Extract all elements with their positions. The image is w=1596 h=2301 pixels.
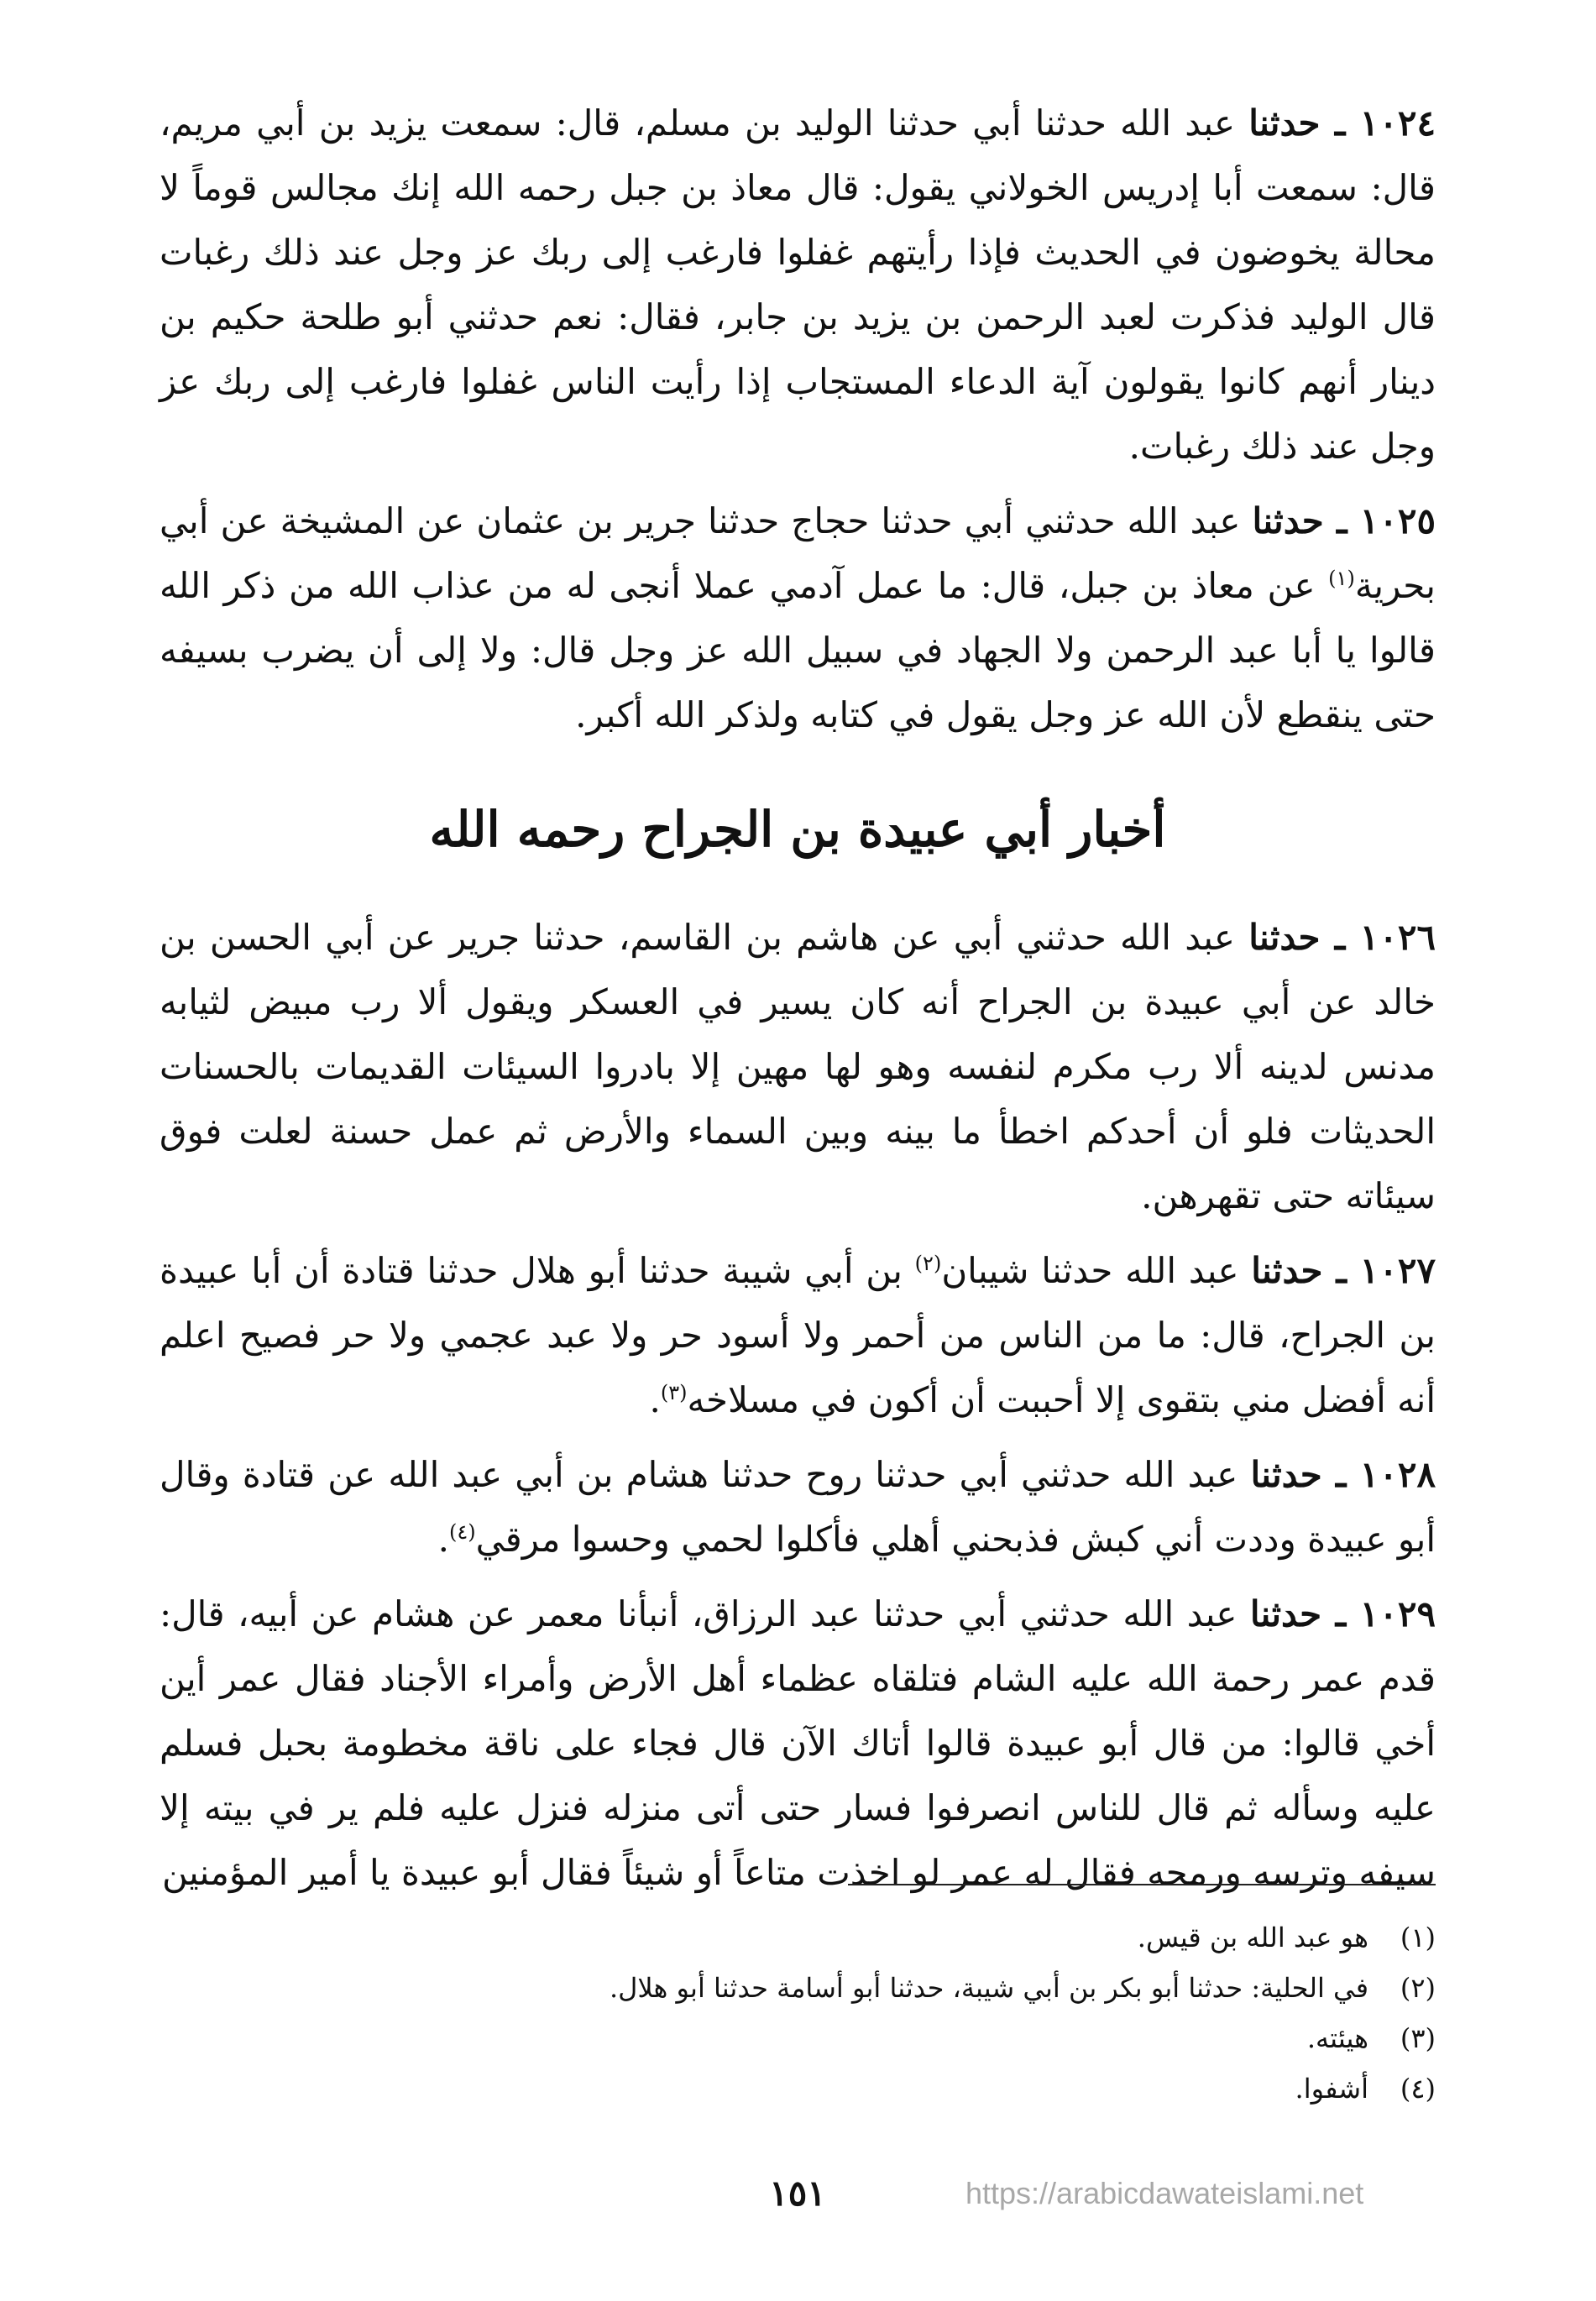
hadith-1024 <box>160 91 1436 479</box>
footnote-number: (٣) <box>1400 2022 1436 2054</box>
hadith-number: ١٠٢٧ ـ حدثنا <box>1251 1250 1436 1291</box>
hadith-text: بن أبي شيبة حدثنا أبو هلال حدثنا قتادة أن أبا عبيدة بن الجراح، قال: ما من الناس من أحمر ولا أسود حر ولا عبد عجمي ولا حر فصيح اعلم أنه أفضل مني بتقوى إلا أحببت أن أكون في مسلاخه <box>160 1250 1436 1420</box>
hadith-number: ١٠٢٨ ـ حدثنا <box>1250 1454 1436 1495</box>
footnote-separator <box>848 1884 1436 1885</box>
footnote-ref: (٤) <box>449 1520 476 1544</box>
hadith-number: ١٠٢٤ ـ حدثنا <box>1248 102 1436 144</box>
hadith-text: . <box>649 1379 661 1420</box>
footnote-text: أشفوا. <box>1295 2073 1368 2105</box>
hadith-text: عبد الله حدثني أبي حدثنا حجاج حدثنا جرير بن عثمان عن المشيخة عن أبي بحرية <box>160 500 1436 606</box>
footnote <box>504 1912 1436 1963</box>
hadith-text: عبد الله حدثنا شيبان <box>941 1250 1252 1291</box>
hadith-text: عبد الله حدثنا أبي حدثنا الوليد بن مسلم، قال: سمعت يزيد بن أبي مريم، قال: سمعت أبا إدريس الخولاني يقول: قال معاذ بن جبل رحمه الله إنك مجالس قوماً لا محالة يخوضون في الحديث فإذا رأيتهم غفلوا فارغب إلى ربك عز وجل عند ذلك رغبات قال الوليد فذكرت لعبد الرحمن بن يزيد بن جابر، فقال: نعم حدثني أبو طلحة حكيم بن دينار أنهم كانوا يقولون آية الدعاء المستجاب إذا رأيت الناس غفلوا فارغب إلى ربك عز وجل عند ذلك رغبات. <box>160 102 1436 467</box>
footnote-text: هيئته. <box>1306 2022 1368 2054</box>
hadith-text: عبد الله حدثني أبي عن هاشم بن القاسم، حدثنا جرير عن أبي الحسن بن خالد عن أبي عبيدة بن الجراح أنه كان يسير في العسكر ويقول ألا رب مبيض لثيابه مدنس لدينه ألا رب مكرم لنفسه وهو لها مهين إلا بادروا السيئات القديمات بالحسنات الحديثات فلو أن أحدكم اخطأ ما بينه وبين السماء والأرض ثم عمل حسنة لعلت فوق سيئاته حتى تقهرهن. <box>160 917 1436 1216</box>
footnote-number: (٤) <box>1400 2073 1436 2105</box>
hadith-number: ١٠٢٥ ـ حدثنا <box>1252 500 1436 541</box>
hadith-1027 <box>160 1238 1436 1432</box>
hadith-number: ١٠٢٦ ـ حدثنا <box>1248 917 1436 958</box>
footnote <box>504 2063 1436 2114</box>
hadith-1029 <box>160 1582 1436 1905</box>
hadith-1028 <box>160 1442 1436 1571</box>
section-heading: أخبار أبي عبيدة بن الجراح رحمه الله <box>429 801 1166 858</box>
footnote <box>504 2013 1436 2063</box>
hadith-text: . <box>437 1519 450 1560</box>
watermark-url: https://arabicdawateislami.net <box>965 2176 1364 2210</box>
hadith-1025 <box>160 489 1436 747</box>
footnote-ref: (٣) <box>660 1381 688 1404</box>
footnotes <box>504 1912 1436 2114</box>
hadith-text: عبد الله حدثني أبي حدثنا روح حدثنا هشام بن أبي عبد الله عن قتادة وقال أبو عبيدة وددت أني كبش فذبحني أهلي فأكلوا لحمي وحسوا مرقي <box>160 1454 1436 1560</box>
page-body <box>160 91 1436 1915</box>
hadith-text: عبد الله حدثني أبي حدثنا عبد الرزاق، أنبأنا معمر عن هشام عن أبيه، قال: قدم عمر رحمة الله عليه الشام فتلقاه عظماء أهل الأرض وأمراء الأجناد فقال عمر أين أخي قالوا: من قال أبو عبيدة قالوا أتاك الآن قال فجاء على ناقة مخطومة بحبل فسلم عليه وسأله ثم قال للناس انصرفوا فسار حتى أتى منزله فنزل عليه فلم ير في بيته إلا سيفه وترسه ورمحه فقال له عمر لو اخذت متاعاً أو شيئاً فقال أبو عبيدة يا أمير المؤمنين <box>160 1593 1436 1893</box>
hadith-number: ١٠٢٩ ـ حدثنا <box>1249 1593 1436 1634</box>
footnote-text: هو عبد الله بن قيس. <box>1137 1922 1368 1953</box>
footnote-number: (١) <box>1400 1922 1436 1953</box>
hadith-1026 <box>160 905 1436 1228</box>
hadith-text: عن معاذ بن جبل، قال: ما عمل آدمي عملا أنجى له من عذاب الله من ذكر الله قالوا يا أبا عبد الرحمن ولا الجهاد في سبيل الله عز وجل قال: ولا إلى أن يضرب بسيفه حتى ينقطع لأن الله عز وجل يقول في كتابه ولذكر الله أكبر. <box>160 565 1436 735</box>
page-number: ١٥١ <box>769 2173 826 2214</box>
footnote-ref: (٢) <box>914 1252 942 1275</box>
footnote-text: في الحلية: حدثنا أبو بكر بن أبي شيبة، حدثنا أبو أسامة حدثنا أبو هلال. <box>609 1972 1368 2004</box>
footnote <box>504 1963 1436 2013</box>
footnote-ref: (١) <box>1328 567 1355 590</box>
footnote-number: (٢) <box>1400 1972 1436 2004</box>
